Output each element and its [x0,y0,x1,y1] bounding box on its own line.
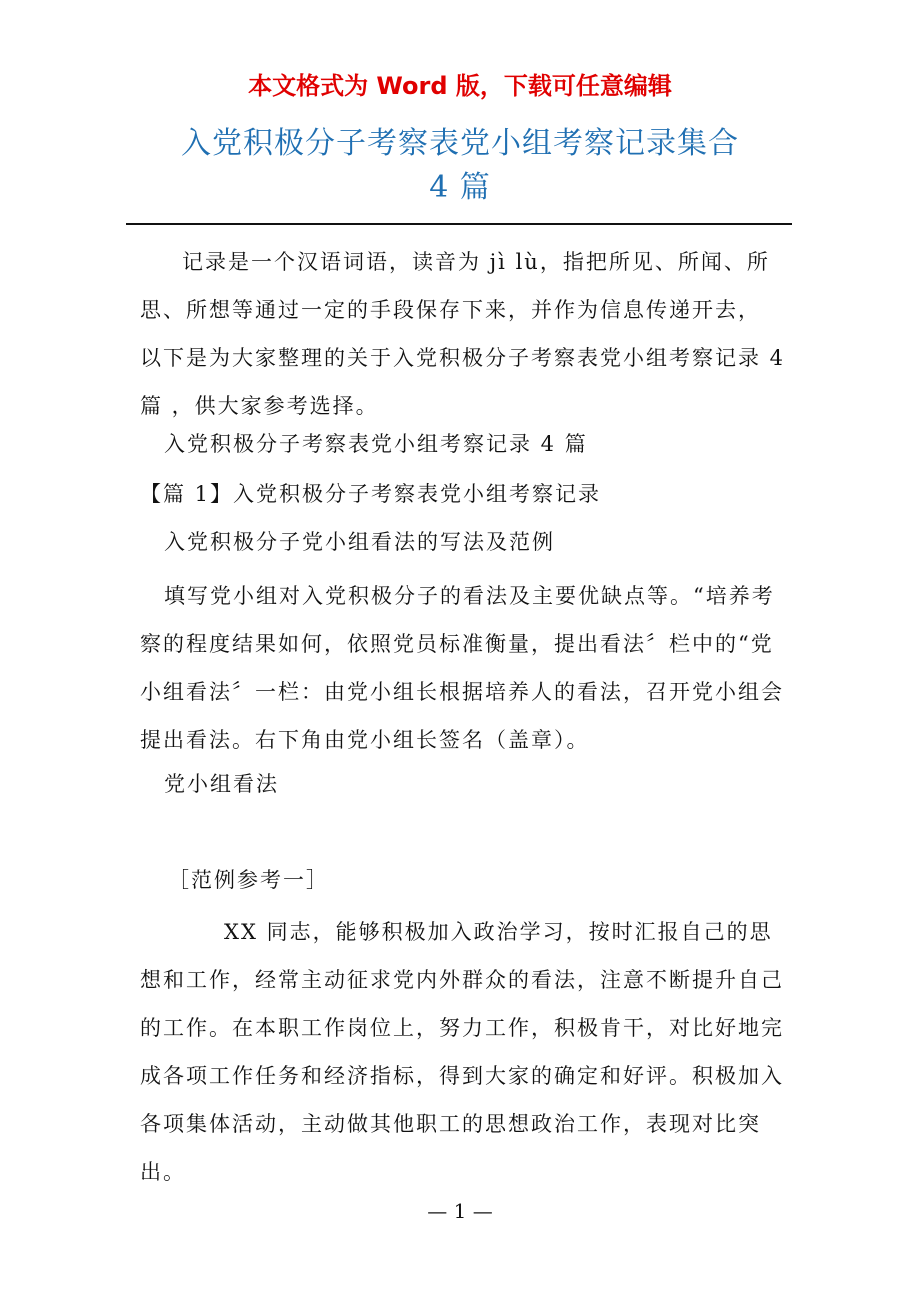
title-line-1: 入党积极分子考察表党小组考察记录集合 [181,126,739,161]
example-paragraph: XX 同志，能够积极加入政治学习，按时汇报自己的思想和工作，经常主动征求党内外群众的看法，注意不断提升自己的工作。在本职工作岗位上，努力工作，积极肯干，对比好地完成各项工作任务和经济指标，得到大家的确定和好评。积极加入各项集体活动，主动做其他职工的思想政治工作，表现对比突出。 [140,920,784,1184]
document-title [120,122,800,210]
section-heading: 【篇 1】入党积极分子考察表党小组考察记录 [140,482,602,506]
method-title: 入党积极分子党小组看法的写法及范例 [164,530,555,554]
fill-instructions-paragraph: 填写党小组对入党积极分子的看法及主要优缺点等。“培养考察的程度结果如何，依照党员标准衡量，提出看法〞栏中的“党小组看法〞一栏：由党小组长根据培养人的看法，召开党小组会提出看法。右下角由党小组长签名（盖章）。 [140,584,784,752]
page-number: — 1 — [427,1199,493,1223]
intro-paragraph: 记录是一个汉语词语，读音为 jì lù，指把所见、所闻、所思、所想等通过一定的手段保存下来，并作为信息传递开去， 以下是为大家整理的关于入党积极分子考察表党小组考察记录 4 篇 ，供大家参考选择。 [140,250,786,418]
title-line-2: 4 篇 [429,170,491,205]
example-label: ［范例参考一］ [168,868,329,892]
group-opinion-label: 党小组看法 [164,772,279,796]
title-divider [126,223,792,225]
download-banner: 本文格式为 Word 版，下载可任意编辑 [248,72,672,100]
subtitle-line: 入党积极分子考察表党小组考察记录 4 篇 [164,432,588,456]
